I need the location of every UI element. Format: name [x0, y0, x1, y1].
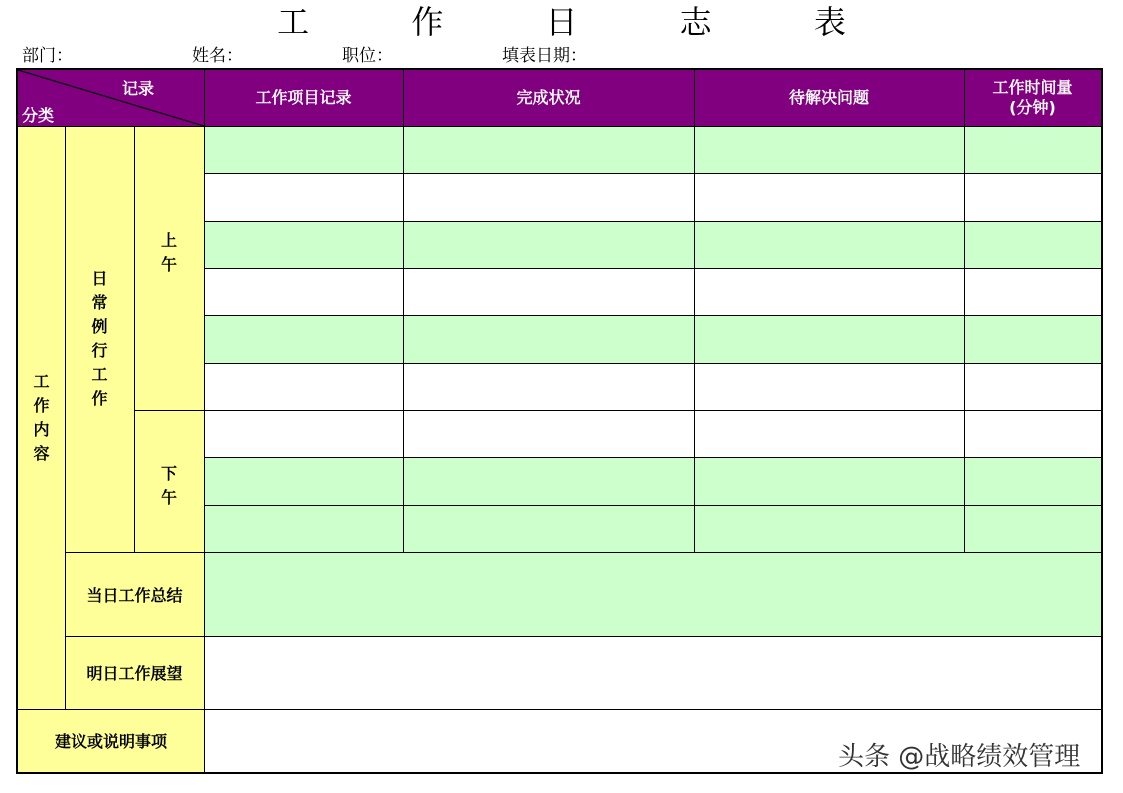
date-label: 填表日期：	[502, 46, 587, 66]
page-title: 工 作 日 志 表	[277, 3, 892, 41]
daily-routine-label: 日 常 例 行 工 作	[65, 126, 134, 552]
name-label: 姓名：	[192, 46, 243, 66]
grid-line	[18, 709, 1101, 710]
table-row[interactable]	[204, 363, 1101, 410]
suggestions-label: 建议或说明事项	[18, 709, 204, 772]
department-label: 部门：	[22, 46, 73, 66]
grid-line	[204, 221, 1101, 222]
grid-line	[964, 70, 965, 552]
work-content-label: 工 作 内 容	[18, 126, 65, 709]
grid-line	[403, 70, 404, 552]
grid-line	[204, 268, 1101, 269]
corner-category-label: 分类	[22, 106, 55, 125]
table-row[interactable]	[204, 221, 1101, 268]
tomorrow-outlook-label: 明日工作展望	[65, 636, 204, 709]
tomorrow-outlook-area[interactable]	[204, 636, 1101, 709]
watermark: 头条 @战略绩效管理	[838, 742, 1081, 772]
table-row[interactable]	[204, 126, 1101, 173]
table-row[interactable]	[204, 315, 1101, 363]
grid-line	[18, 126, 1101, 127]
grid-line	[204, 70, 205, 772]
table-row[interactable]	[204, 173, 1101, 221]
work-log-table	[16, 68, 1103, 774]
grid-line	[204, 173, 1101, 174]
grid-line	[134, 126, 135, 552]
grid-line	[204, 363, 1101, 364]
header-time-line1: 工作时间量	[992, 78, 1073, 97]
daily-summary-label: 当日工作总结	[65, 552, 204, 636]
position-label: 职位：	[342, 46, 393, 66]
corner-record-label: 记录	[122, 79, 155, 98]
table-row[interactable]	[204, 505, 1101, 552]
table-row[interactable]	[204, 457, 1101, 505]
header-time-line2: (分钟)	[1009, 98, 1056, 117]
daily-summary-area[interactable]	[204, 552, 1101, 636]
morning-label: 上 午	[134, 126, 204, 410]
grid-line	[65, 126, 66, 709]
grid-line	[204, 457, 1101, 458]
header-time-spent	[964, 70, 1101, 126]
afternoon-label: 下 午	[134, 410, 204, 552]
grid-line	[65, 636, 1101, 637]
grid-line	[204, 505, 1101, 506]
table-row[interactable]	[204, 410, 1101, 457]
corner-header-cell	[18, 70, 204, 126]
grid-line	[134, 410, 1101, 411]
table-row[interactable]	[204, 268, 1101, 315]
grid-line	[65, 552, 1101, 553]
grid-line	[694, 70, 695, 552]
header-pending-issues: 待解决问题	[694, 70, 964, 126]
header-work-items: 工作项目记录	[204, 70, 403, 126]
grid-line	[204, 315, 1101, 316]
header-completion-status: 完成状况	[403, 70, 694, 126]
